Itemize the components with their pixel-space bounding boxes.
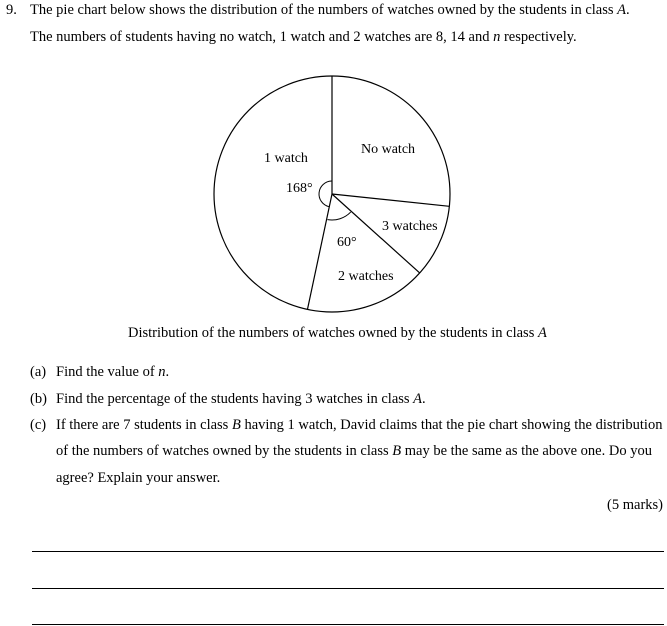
pie-label-3-watches: 3 watches (382, 219, 438, 234)
question-intro-line-1: The pie chart below shows the distribution of the numbers of watches owned by the students in class A. (30, 2, 630, 18)
angle-label-168: 168° (286, 181, 313, 196)
pie-slice-boundary-1-watch (307, 194, 332, 309)
part-b-label: (b) (30, 391, 47, 407)
pie-label-1-watch: 1 watch (264, 151, 308, 166)
part-c-text-line-1: If there are 7 students in class B having 1 watch, David claims that the pie chart showing the distribution (56, 417, 663, 433)
part-b-text: Find the percentage of the students having 3 watches in class A. (56, 391, 426, 407)
pie-label-no-watch: No watch (361, 142, 416, 157)
pie-slice-boundary-3-watches (332, 194, 449, 206)
question-number: 9. (6, 2, 17, 18)
pie-label-2-watches: 2 watches (338, 269, 394, 284)
answer-line[interactable] (32, 624, 664, 625)
question-intro-line-2: The numbers of students having no watch, 1 watch and 2 watches are 8, 14 and n respectively. (30, 29, 577, 45)
marks-label: (5 marks) (607, 497, 663, 513)
answer-line[interactable] (32, 551, 664, 552)
answer-line[interactable] (32, 588, 664, 589)
angle-arc-60 (327, 212, 350, 220)
chart-caption: Distribution of the numbers of watches owned by the students in class A (128, 325, 547, 341)
part-c-text-line-3: agree? Explain your answer. (56, 470, 221, 486)
part-a-label: (a) (30, 364, 47, 380)
angle-label-60: 60° (337, 235, 357, 250)
part-c-label: (c) (30, 417, 47, 433)
part-c-text-line-2: of the numbers of watches owned by the students in class B may be the same as the above one. Do you (56, 443, 652, 459)
part-a-text: Find the value of n. (56, 364, 170, 380)
